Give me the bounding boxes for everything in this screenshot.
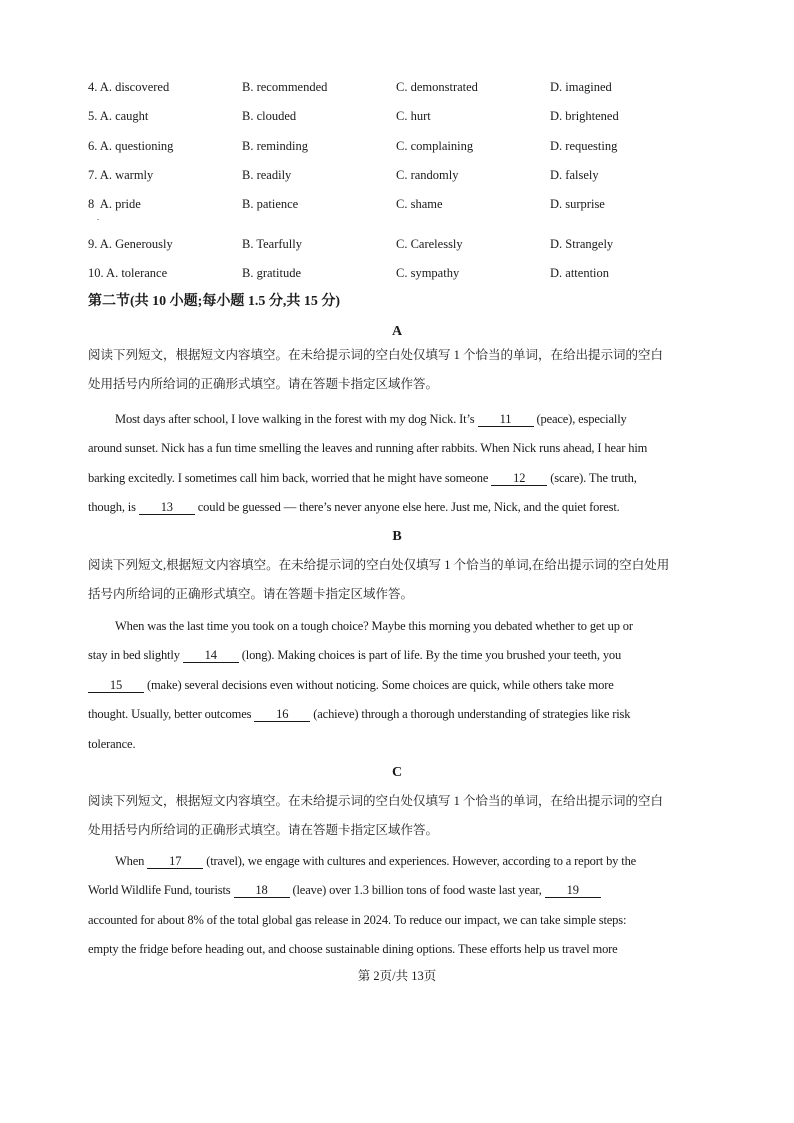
option-row-8 xyxy=(88,195,728,213)
option-b: B. Tearfully xyxy=(242,237,302,251)
option-c: C. sympathy xyxy=(396,266,460,280)
text: (travel), we engage with cultures and experiences. However, according to a report by the xyxy=(203,854,637,868)
option-b: B. patience xyxy=(242,197,299,211)
part-c-instructions xyxy=(88,787,713,845)
option-c: C. shame xyxy=(396,197,443,211)
option-d: D. falsely xyxy=(550,168,599,182)
blank-13[interactable]: 13 xyxy=(139,501,195,515)
option-a: 4. A. discovered xyxy=(88,80,170,94)
text: Most days after school, I love walking in the forest with my dog Nick. It’s xyxy=(115,412,478,426)
blank-11[interactable]: 11 xyxy=(478,413,534,427)
instruction-line: 处用括号内所给词的正确形式填空。请在答题卡指定区域作答。 xyxy=(88,823,439,837)
text: (leave) over 1.3 billion tons of food waste last year, xyxy=(289,883,545,898)
option-c: C. complaining xyxy=(396,139,474,153)
option-b: B. gratitude xyxy=(242,266,302,280)
part-b-passage xyxy=(88,612,713,759)
option-row-5 xyxy=(88,107,728,125)
blank-16[interactable]: 16 xyxy=(254,708,310,722)
stray-mark: . xyxy=(97,213,99,222)
option-d: D. Strangely xyxy=(550,237,614,251)
instruction-line: 处用括号内所给词的正确形式填空。请在答题卡指定区域作答。 xyxy=(88,377,439,391)
option-d: D. brightened xyxy=(550,109,619,123)
passage-line xyxy=(88,405,713,434)
text: (peace), especially xyxy=(533,412,627,426)
option-b: B. reminding xyxy=(242,139,308,153)
part-b-instructions xyxy=(88,551,713,609)
passage-line xyxy=(88,493,713,522)
passage-line xyxy=(88,935,713,964)
passage-line xyxy=(88,730,713,759)
option-c: C. demonstrated xyxy=(396,80,478,94)
text: (scare). The truth, xyxy=(547,470,637,485)
part-a-instructions xyxy=(88,341,713,399)
passage-line xyxy=(88,434,713,463)
option-d: D. imagined xyxy=(550,80,612,94)
passage-line xyxy=(88,641,713,670)
text: stay in bed slightly xyxy=(88,648,183,663)
option-a: 5. A. caught xyxy=(88,109,149,123)
text: When xyxy=(115,854,148,868)
blank-18[interactable]: 18 xyxy=(234,884,290,898)
option-a: 7. A. warmly xyxy=(88,168,154,182)
passage-line xyxy=(88,847,713,876)
option-c: C. hurt xyxy=(396,109,431,123)
text: World Wildlife Fund, tourists xyxy=(88,883,234,898)
part-c-heading: C xyxy=(391,765,403,780)
text: thought. Usually, better outcomes xyxy=(88,707,255,722)
text: empty the fridge before heading out, and choose sustainable dining options. These efforts help us travel more xyxy=(88,942,618,957)
text: though, is xyxy=(88,500,139,515)
section-title: 第二节(共 10 小题;每小题 1.5 分,共 15 分) xyxy=(88,294,340,309)
passage-line xyxy=(88,612,713,641)
blank-12[interactable]: 12 xyxy=(491,472,547,486)
part-b-heading: B xyxy=(392,529,402,544)
passage-line xyxy=(88,464,713,493)
option-d: D. requesting xyxy=(550,139,618,153)
option-b: B. clouded xyxy=(242,109,297,123)
text: (make) several decisions even without noticing. Some choices are quick, while others take more xyxy=(144,677,614,692)
text: barking excitedly. I sometimes call him back, worried that he might have someone xyxy=(88,470,492,485)
option-row-4 xyxy=(88,78,728,96)
part-c-passage xyxy=(88,847,713,965)
passage-line xyxy=(88,671,713,700)
text: could be guessed — there’s never anyone else here. Just me, Nick, and the quiet forest. xyxy=(194,500,620,515)
option-a: 8 A. pride xyxy=(88,197,141,211)
text: When was the last time you took on a tough choice? Maybe this morning you debated whether to get up or xyxy=(115,619,633,633)
option-b: B. readily xyxy=(242,168,292,182)
blank-15[interactable]: 15 xyxy=(88,679,144,693)
blank-19[interactable]: 19 xyxy=(545,884,601,898)
passage-line xyxy=(88,906,713,935)
option-row-6 xyxy=(88,137,728,155)
option-d: D. surprise xyxy=(550,197,605,211)
instruction-line: 阅读下列短文，根据短文内容填空。在未给提示词的空白处仅填写 1 个恰当的单词，在给出提示词的空白 xyxy=(88,794,664,808)
option-row-10 xyxy=(88,264,728,282)
text: (achieve) through a thorough understanding of strategies like risk xyxy=(310,707,631,722)
text: accounted for about 8% of the total global gas release in 2024. To reduce our impact, we can take simple steps: xyxy=(88,912,627,927)
option-a: 9. A. Generously xyxy=(88,237,173,251)
part-a-heading: A xyxy=(391,324,403,339)
blank-14[interactable]: 14 xyxy=(183,649,239,663)
blank-17[interactable]: 17 xyxy=(147,855,203,869)
option-row-7 xyxy=(88,166,728,184)
option-row-9 xyxy=(88,235,728,253)
instruction-line: 括号内所给词的正确形式填空。请在答题卡指定区域作答。 xyxy=(88,587,414,601)
text: around sunset. Nick has a fun time smelling the leaves and running after rabbits. When Nick runs ahead, I hear him xyxy=(88,441,648,456)
page-footer: 第 2页/共 13页 xyxy=(357,969,437,983)
option-d: D. attention xyxy=(550,266,610,280)
option-b: B. recommended xyxy=(242,80,328,94)
option-a: 10. A. tolerance xyxy=(88,266,168,280)
option-a: 6. A. questioning xyxy=(88,139,174,153)
part-a-passage xyxy=(88,405,713,523)
text: (long). Making choices is part of life. By the time you brushed your teeth, you xyxy=(238,648,622,663)
option-c: C. randomly xyxy=(396,168,459,182)
passage-line xyxy=(88,876,713,905)
passage-line xyxy=(88,700,713,729)
instruction-line: 阅读下列短文，根据短文内容填空。在未给提示词的空白处仅填写 1 个恰当的单词，在给出提示词的空白 xyxy=(88,348,664,362)
text: tolerance. xyxy=(88,736,136,751)
instruction-line: 阅读下列短文,根据短文内容填空。在未给提示词的空白处仅填写 1 个恰当的单词,在给出提示词的空白处用 xyxy=(88,558,670,572)
option-c: C. Carelessly xyxy=(396,237,463,251)
